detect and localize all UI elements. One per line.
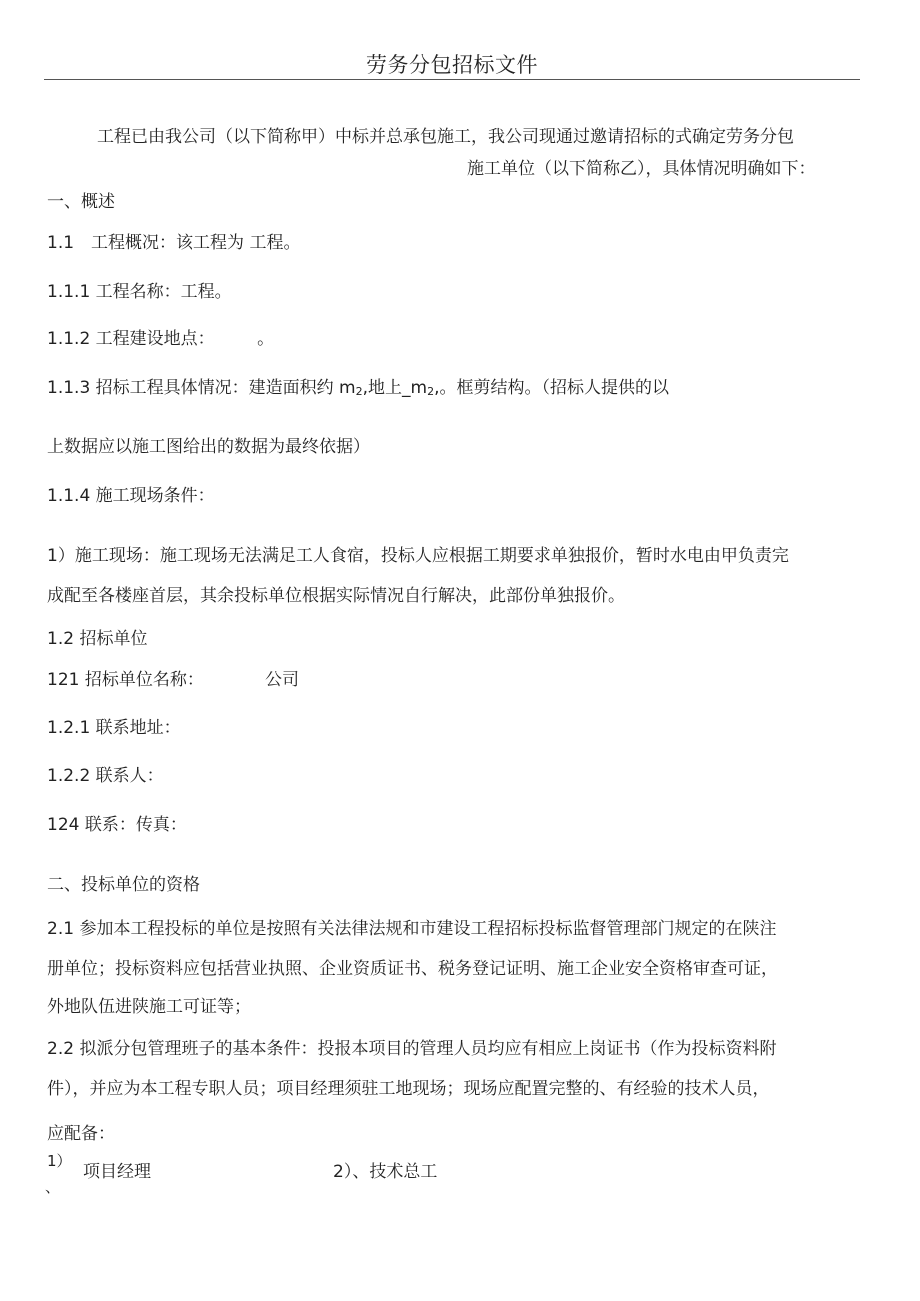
para-1-2-4: 124 联系：传真： [47,815,187,835]
para-1-1-3-part-c: ,。框剪结构。（招标人提供的以 [434,378,669,398]
para-1-1-3-continued: 上数据应以施工图给出的数据为最终依据） [47,437,370,457]
section-1-heading: 一、概述 [47,192,115,212]
para-1-1-4: 1.1.4 施工现场条件： [47,486,215,506]
para-2-1-line-2: 册单位；投标资料应包括营业执照、企业资质证书、税务登记证明、施工企业安全资格审查可证， [47,959,778,979]
list-item-1-number: 1） [47,1152,72,1170]
para-2-2-line-2: 件），并应为本工程专职人员；项目经理须驻工地现场；现场应配置完整的、有经验的技术人员， [47,1079,770,1099]
site-conditions-line-2: 成配至各楼座首层，其余投标单位根据实际情况自行解决，此部份单独报价。 [47,586,625,606]
para-1-2-1-value: 公司 [265,670,299,690]
para-2-1-line-3: 外地队伍进陕施工可证等； [47,997,251,1017]
para-1-1-1: 1.1.1 工程名称：工程。 [47,282,232,302]
para-1-1-3-part-a: 1.1.3 招标工程具体情况：建造面积约 m [47,378,356,398]
list-item-1-mark: 、 [45,1178,61,1196]
area-unit-subscript-1: 2 [355,385,363,398]
list-item-2: 2）、技术总工 [333,1162,438,1182]
site-conditions-line-1: 1）施工现场：施工现场无法满足工人食宿，投标人应根据工期要求单独报价，暂时水电由甲负责完 [47,546,789,566]
para-1-2-1-label: 121 招标单位名称： [47,670,204,690]
para-1-1-3-part-b: ,地上_m [362,378,428,398]
para-1-1: 1.1 工程概况：该工程为 工程。 [47,233,301,253]
para-1-1-2: 1.1.2 工程建设地点： 。 [47,329,275,349]
area-unit-subscript-2: 2 [427,385,435,398]
para-1-2-2: 1.2.2 联系人： [47,766,164,786]
intro-line-1: 工程已由我公司（以下简称甲）中标并总承包施工，我公司现通过邀请招标的式确定劳务分包 [97,127,794,147]
para-2-2-line-1: 2.2 拟派分包管理班子的基本条件：投报本项目的管理人员均应有相应上岗证书（作为投标资料附 [47,1039,777,1059]
para-1-2: 1.2 招标单位 [47,629,148,649]
intro-line-2: 施工单位（以下简称乙），具体情况明确如下： [467,159,816,179]
para-2-1-line-1: 2.1 参加本工程投标的单位是按照有关法律法规和市建设工程招标投标监督管理部门规定的在陕注 [47,919,777,939]
para-1-1-3 [47,380,669,397]
section-2-heading: 二、投标单位的资格 [47,875,200,895]
title-underline [44,79,860,80]
para-2-2-line-3: 应配备： [47,1124,115,1144]
list-item-1-label: 项目经理 [83,1162,151,1182]
para-1-2-1-address: 1.2.1 联系地址： [47,718,181,738]
document-title: 劳务分包招标文件 [366,53,538,77]
